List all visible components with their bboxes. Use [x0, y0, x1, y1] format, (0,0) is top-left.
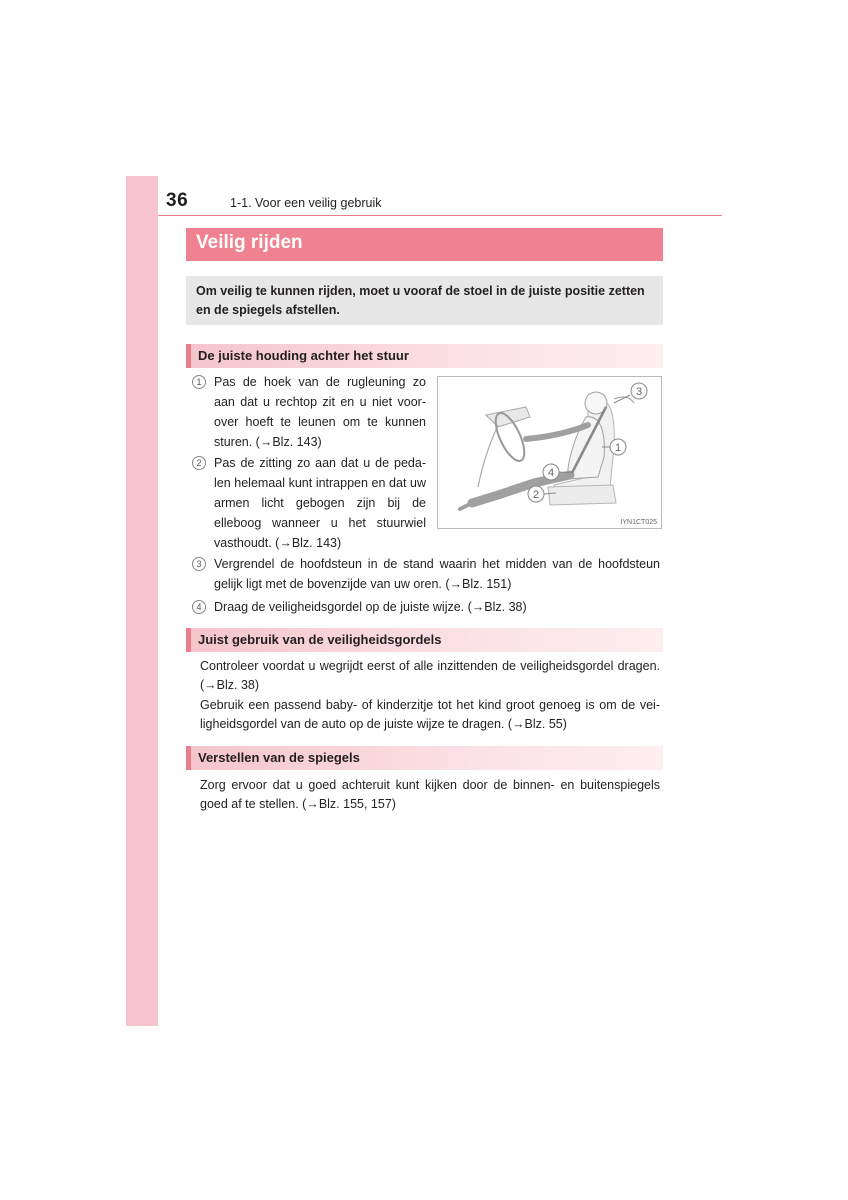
paragraph: Gebruik een passend baby- of kinderzitje tot het kind groot genoeg is om de veiligheidsgordel van de auto op de juiste wijze te dragen. (→Blz. 55)	[200, 698, 660, 731]
callout-label: 3	[635, 386, 643, 398]
figure-code: IYN1CT025	[620, 519, 657, 526]
callout-label: 2	[532, 489, 540, 501]
paragraph: Controleer voordat u wegrijdt eerst of alle inzittenden de veiligheidsgordel dragen. (→Blz. 38)	[200, 659, 660, 692]
side-tab-band	[126, 176, 158, 1026]
intro-box: Om veilig te kunnen rijden, moet u vooraf de stoel in de juiste positie zetten en de spiegels afstellen.	[186, 276, 663, 325]
header-rule	[158, 215, 722, 216]
driving-posture-illustration	[437, 376, 662, 529]
number-badge: 1	[192, 375, 206, 389]
paragraph: Zorg ervoor dat u goed achteruit kunt kijken door de binnen- en buitenspiegels goed af te stellen. (→Blz. 155, 157)	[200, 778, 660, 811]
callout-label: 1	[614, 442, 622, 454]
number-badge: 3	[192, 557, 206, 571]
number-badge: 2	[192, 456, 206, 470]
list-item-text: Pas de hoek van de rugleuning zo aan dat u rechtop zit en u niet voorover hoeft te leunen om te kunnen sturen. (→Blz. 143)	[214, 375, 426, 449]
posture-drawing	[438, 377, 661, 528]
callout-label: 4	[547, 467, 555, 479]
page-number: 36	[166, 190, 189, 211]
subheading-mirrors: Verstellen van de spiegels	[186, 746, 663, 770]
running-header: 1-1. Voor een veilig gebruik	[230, 196, 382, 210]
list-item-text: Draag de veiligheidsgordel op de juiste wijze. (→Blz. 38)	[214, 600, 527, 614]
subheading-posture: De juiste houding achter het stuur	[186, 344, 663, 368]
list-item-text: Pas de zitting zo aan dat u de pedalen helemaal kunt intrappen en dat uw armen licht gebogen zijn bij de elleboog wanneer u het stuurwiel vasthoudt. (→Blz. 143)	[214, 456, 426, 550]
page-title: Veilig rijden	[196, 232, 303, 253]
number-badge: 4	[192, 600, 206, 614]
section-title-bar	[186, 228, 663, 261]
subheading-seatbelts: Juist gebruik van de veiligheidsgordels	[186, 628, 663, 652]
list-item-text: Vergrendel de hoofdsteun in de stand waarin het midden van de hoofdsteun gelijk ligt met de bovenzijde van uw oren. (→Blz. 151)	[214, 557, 660, 591]
